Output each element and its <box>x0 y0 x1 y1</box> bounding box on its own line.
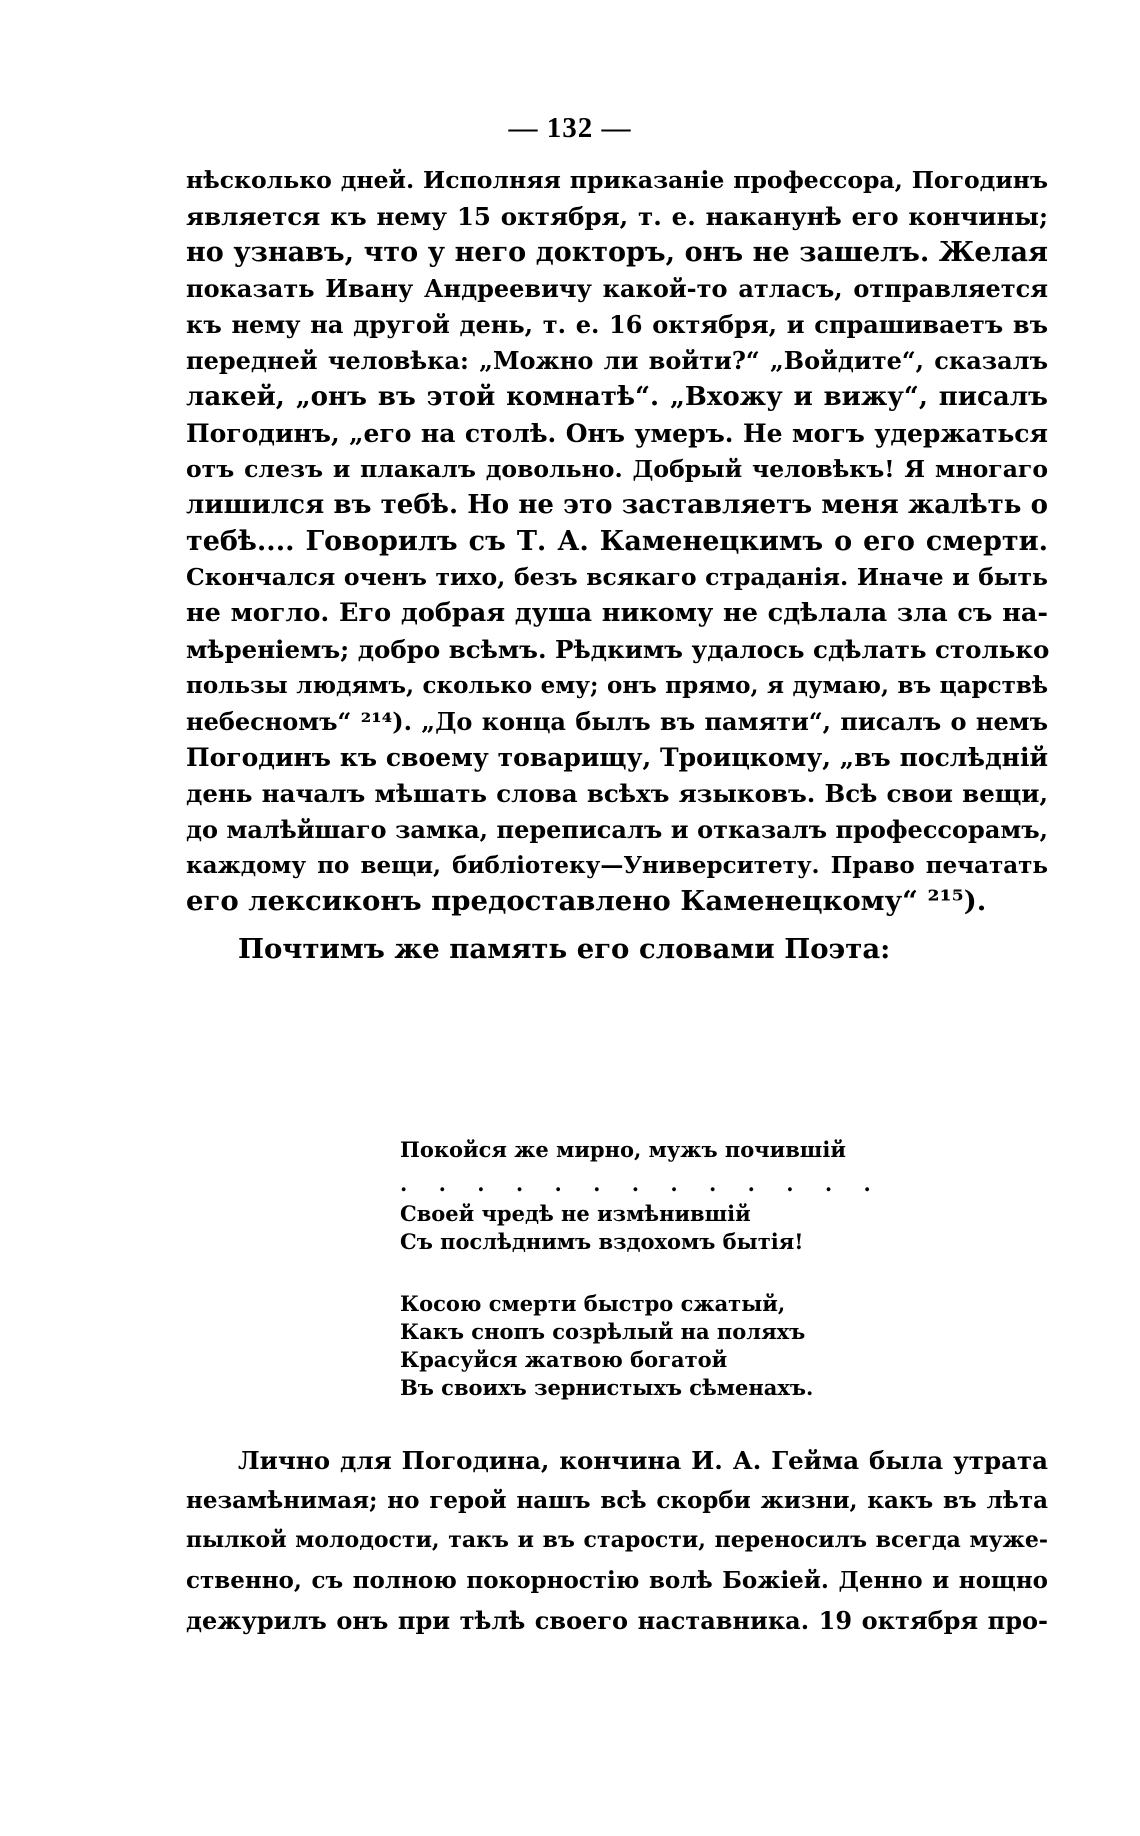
page-number: — 132 — <box>508 112 632 144</box>
text-line: Лично для Погодина, кончина И. А. Гейма была утрата <box>238 1446 1048 1475</box>
verse-line: Въ своихъ зернистыхъ сѣменахъ. <box>400 1375 814 1400</box>
text-line: тебѣ.... Говорилъ съ Т. А. Каменецкимъ о его смерти. <box>186 526 1048 557</box>
text-line: Погодинъ къ своему товарищу, Троицкому, „въ послѣдній <box>186 743 1048 772</box>
text-line: передней человѣка: „Можно ли войти?“ „Войдите“, сказалъ <box>186 346 1048 375</box>
text-line: является къ нему 15 октября, т. е. наканунѣ его кончины; <box>186 202 1048 231</box>
text-line: лакей, „онъ въ этой комнатѣ“. „Вхожу и вижу“, писалъ <box>186 382 1048 412</box>
text-line: показать Ивану Андреевичу какой-то атласъ, отправляется <box>186 274 1048 303</box>
text-line: Погодинъ, „его на столѣ. Онъ умеръ. Не могъ удержаться <box>186 419 1048 448</box>
verse-line: Своей чредѣ не измѣнившій <box>400 1201 751 1226</box>
text-line: но узнавъ, что у него докторъ, онъ не зашелъ. Желая <box>186 237 1048 268</box>
text-line: нѣсколько дней. Исполняя приказаніе профессора, Погодинъ <box>186 166 1048 194</box>
verse-line: Съ послѣднимъ вздохомъ бытія! <box>400 1229 804 1254</box>
text-line: Скончался оченъ тихо, безъ всякаго страданія. Иначе и быть <box>186 563 1048 591</box>
text-line: ственно, съ полною покорностію волѣ Божіей. Денно и нощно <box>186 1567 1048 1594</box>
verse-ellipsis: . . . . . . . . . . . . . <box>400 1171 883 1196</box>
text-line: лишился въ тебѣ. Но не это заставляетъ меня жалѣть о <box>186 490 1048 520</box>
text-line: мѣреніемъ; добро всѣмъ. Рѣдкимъ удалось сдѣлать столько <box>186 635 1050 664</box>
text-line: пылкой молодости, такъ и въ старости, переносилъ всегда муже- <box>186 1527 1048 1553</box>
poem-intro: Почтимъ же память его словами Поэта: <box>238 933 891 965</box>
text-line: дежурилъ онъ при тѣлѣ своего наставника. 19 октября про- <box>186 1606 1048 1635</box>
text-line: не могло. Его добрая душа никому не сдѣлала зла съ на- <box>186 598 1048 628</box>
verse-line: Косою смерти быстро сжатый, <box>400 1291 786 1316</box>
text-line: отъ слезъ и плакалъ довольно. Добрый человѣкъ! Я многаго <box>186 455 1048 483</box>
text-line: незамѣнимая; но герой нашъ всѣ скорби жизни, какъ въ лѣта <box>186 1487 1048 1514</box>
text-line: его лексиконъ предоставлено Каменецкому“ ²¹⁵). <box>186 885 987 917</box>
text-line: день началъ мѣшать слова всѣхъ языковъ. Всѣ свои вещи, <box>186 779 1048 808</box>
text-line: до малѣйшаго замка, переписалъ и отказалъ профессорамъ, <box>186 815 1048 844</box>
verse-line: Какъ снопъ созрѣлый на поляхъ <box>400 1319 806 1344</box>
text-line: къ нему на другой день, т. е. 16 октября, и спрашиваетъ въ <box>186 310 1048 339</box>
verse-line: Покойся же мирно, мужъ почившій <box>400 1137 846 1162</box>
verse-line: Красуйся жатвою богатой <box>400 1347 728 1372</box>
text-line: небесномъ“ ²¹⁴). „До конца былъ въ памяти“, писалъ о немъ <box>186 707 1048 736</box>
text-line: пользы людямъ, сколько ему; онъ прямо, я думаю, въ царствѣ <box>186 672 1048 699</box>
text-line: каждому по вещи, библіотеку—Университету. Право печатать <box>186 852 1048 879</box>
